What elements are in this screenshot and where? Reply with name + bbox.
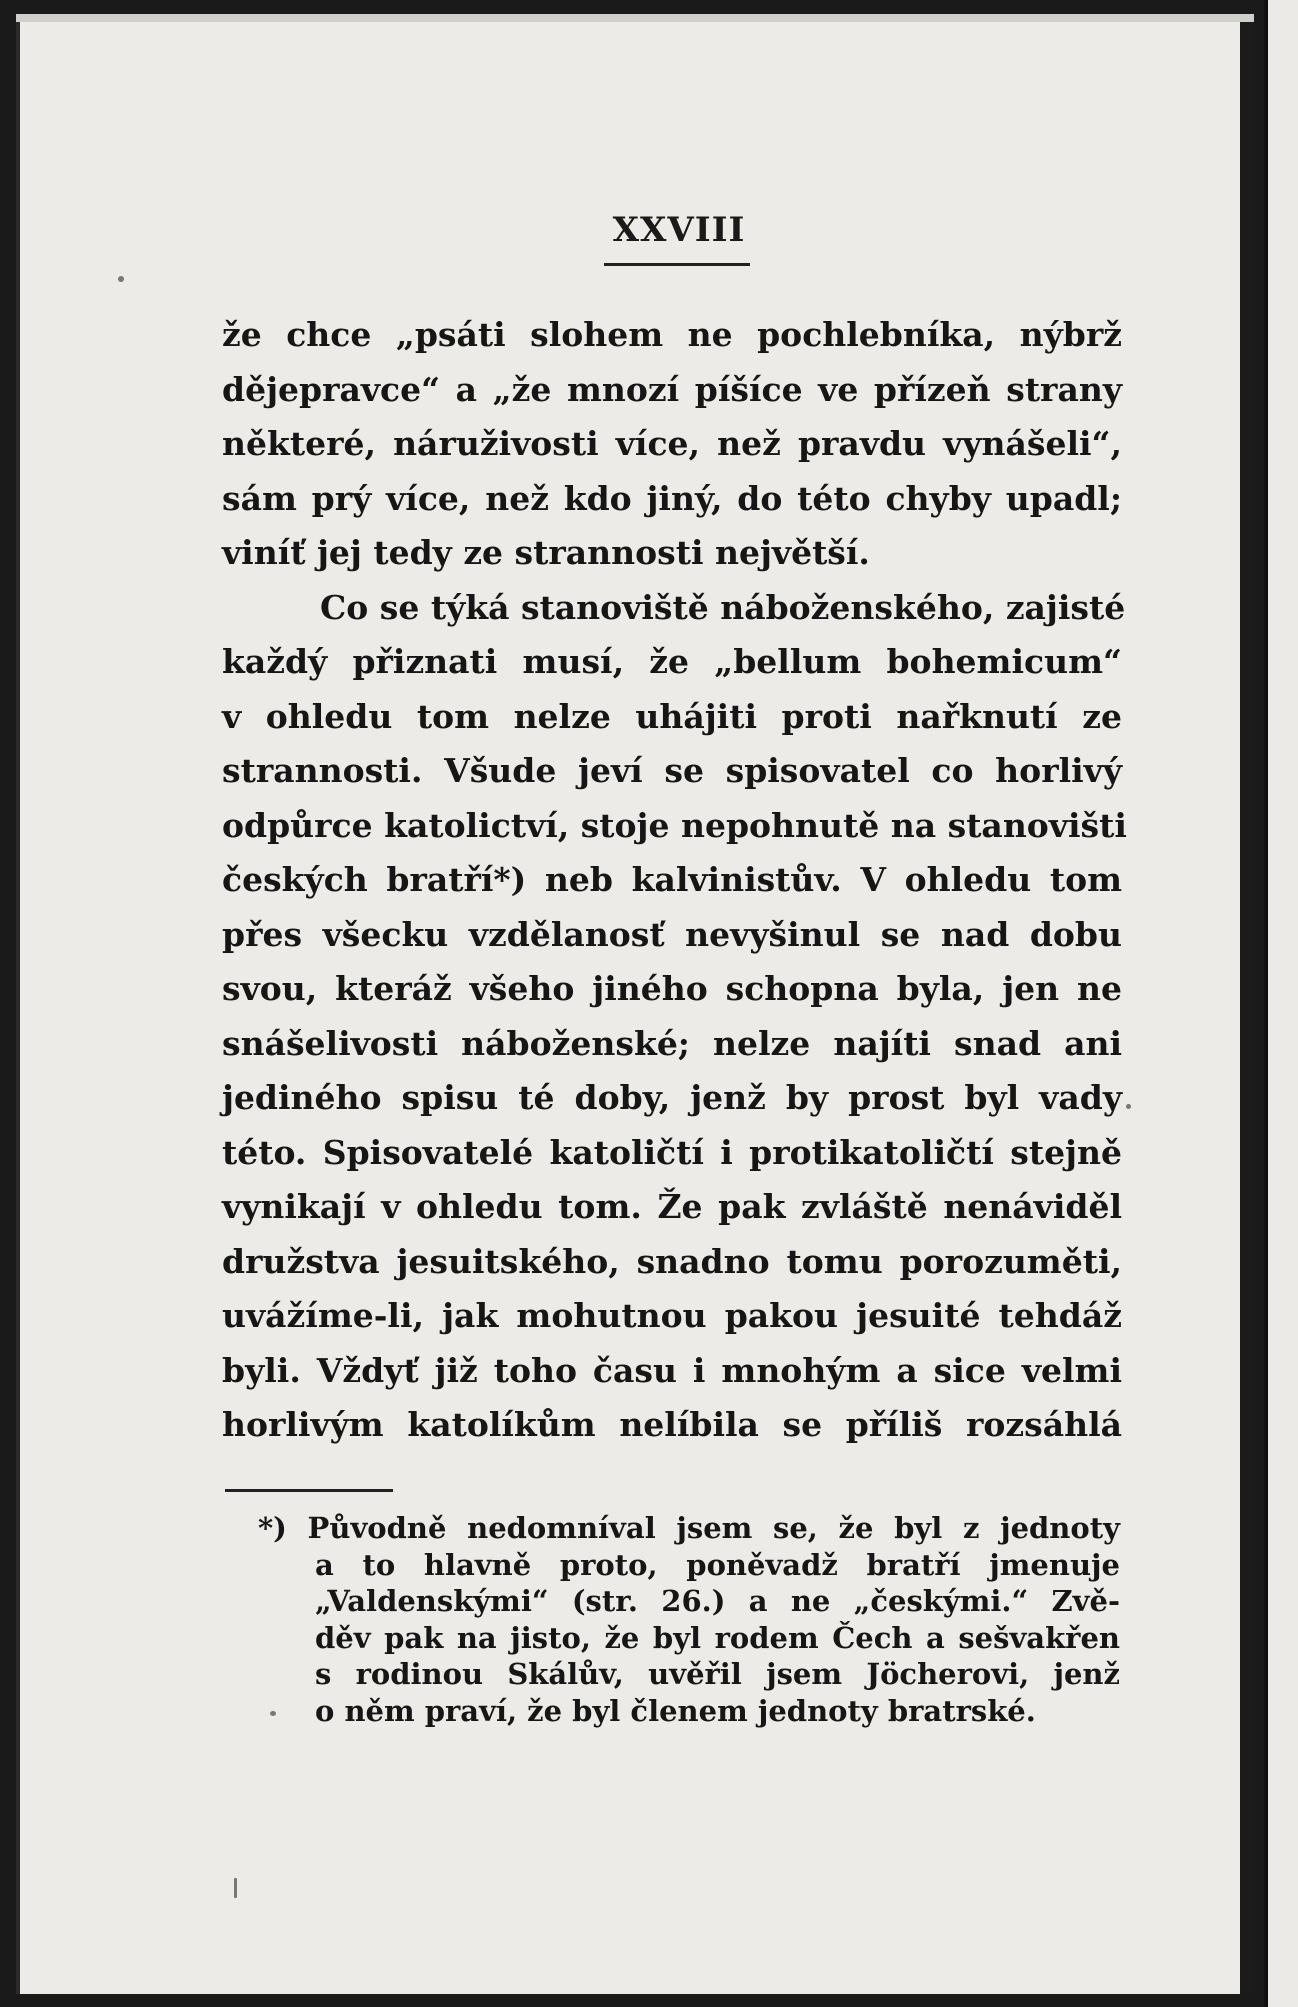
footnote-line: děv pak na jisto, že byl rodem Čech a sešvakřen [315, 1620, 1120, 1655]
footnote-line: *) Původně nedomníval jsem se, že byl z jednoty [258, 1511, 1120, 1545]
body-line: Co se týká stanoviště náboženského, zajisté [320, 587, 1126, 627]
scan-speck [1126, 1104, 1131, 1109]
footnote [258, 1510, 1120, 1729]
body-line: každý přiznati musí, že „bellum bohemicum“ [222, 642, 1122, 681]
page-top-edge [16, 14, 1254, 22]
footnote-line: o něm praví, že byl členem jednoty bratrské. [315, 1693, 1036, 1728]
body-line: strannosti. Všude jeví se spisovatel co horlivý [222, 751, 1122, 790]
body-line: snášelivosti náboženské; nelze najíti snad ani [222, 1023, 1122, 1063]
body-line: družstva jesuitského, snadno tomu porozuměti, [222, 1241, 1122, 1281]
body-line: v ohledu tom nelze uhájiti proti nařknutí ze [222, 696, 1122, 736]
body-line: svou, kteráž všeho jiného schopna byla, jen ne [222, 969, 1122, 1008]
body-line: viníť jej tedy ze strannosti největší. [222, 533, 870, 572]
body-line: že chce „psáti slohem ne pochlebníka, nýbrž [222, 315, 1122, 354]
body-line: odpůrce katolictví, stoje nepohnutě na stanovišti [222, 805, 1127, 845]
body-line: uvážíme-li, jak mohutnou pakou jesuité tehdáž [222, 1296, 1122, 1335]
body-line: této. Spisovatelé katoličtí i protikatoličtí stejně [222, 1132, 1122, 1172]
header-rule [604, 263, 750, 266]
body-line: sám prý více, než kdo jiný, do této chyby upadl; [222, 478, 1122, 518]
body-line: českých bratří*) neb kalvinistův. V ohledu tom [222, 860, 1122, 899]
body-text [222, 308, 1127, 1453]
body-line: vynikají v ohledu tom. Že pak zvláště nenáviděl [222, 1187, 1122, 1226]
scan-speck [118, 276, 124, 282]
footnote-rule [225, 1489, 393, 1492]
body-line: horlivým katolíkům nelíbila se příliš rozsáhlá [222, 1405, 1122, 1444]
body-line: některé, náruživosti více, než pravdu vynášeli“, [222, 424, 1122, 463]
scan-speck [234, 1878, 237, 1898]
body-line: byli. Vždyť již toho času i mnohým a sice velmi [222, 1350, 1122, 1390]
body-line: jediného spisu té doby, jenž by prost byl vady [222, 1078, 1122, 1117]
footnote-line: a to hlavně proto, poněvadž bratří jmenuje [315, 1547, 1120, 1582]
body-line: dějepravce“ a „že mnozí píšíce ve přízeň strany [222, 369, 1122, 409]
footnote-line: s rodinou Skálův, uvěřil jsem Jöcherovi, jenž [315, 1657, 1120, 1691]
scan-speck [270, 1711, 276, 1716]
next-page-edge [1264, 0, 1298, 2007]
page-number-header: XXVIII [612, 210, 746, 250]
footnote-line: „Valdenskými“ (str. 26.) a ne „českými.“ Zvě- [315, 1584, 1120, 1618]
body-line: přes všecku vzdělanosť nevyšinul se nad dobu [222, 914, 1122, 954]
